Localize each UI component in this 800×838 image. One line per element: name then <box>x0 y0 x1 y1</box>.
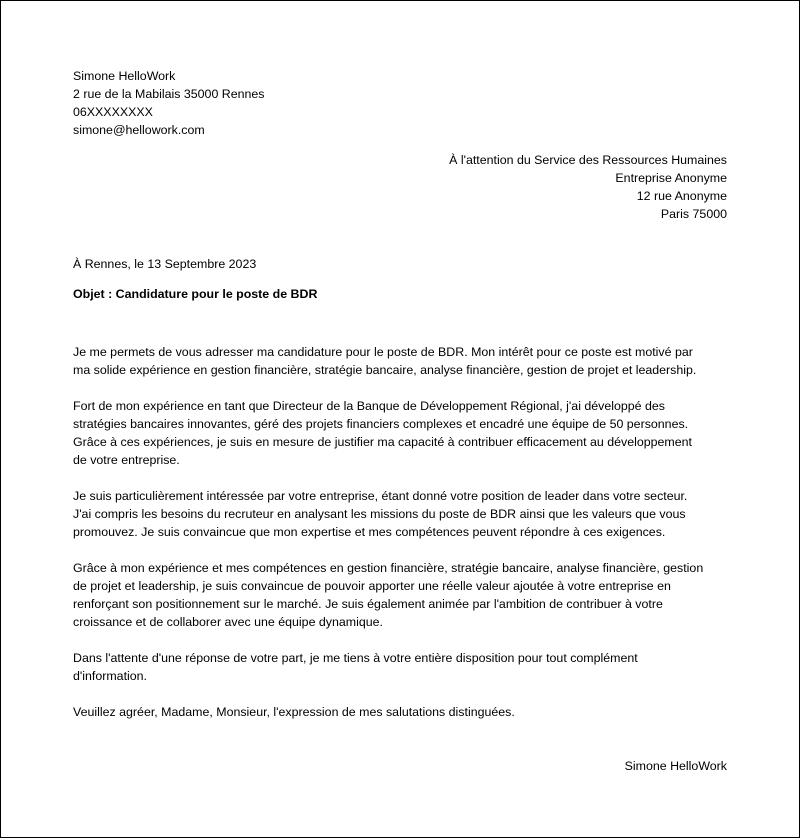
recipient-street: 12 rue Anonyme <box>636 189 727 203</box>
paragraph <box>73 649 733 685</box>
paragraph <box>73 703 733 721</box>
paragraph-line: d'information. <box>73 669 147 683</box>
sender-email: simone@hellowork.com <box>73 123 205 137</box>
recipient-city: Paris 75000 <box>660 207 727 221</box>
recipient-attention: À l'attention du Service des Ressources Humaines <box>449 153 727 167</box>
paragraph-line: Grâce à ces expériences, je suis en mesure de justifier ma capacité à contribuer efficacement au développement <box>73 435 692 449</box>
sender-name: Simone HelloWork <box>73 69 176 83</box>
paragraph-line: Je suis particulièrement intéressée par votre entreprise, étant donné votre position de leader dans votre secteur. <box>73 489 688 503</box>
paragraph-line: de votre entreprise. <box>73 453 180 467</box>
paragraph-line: stratégies bancaires innovantes, géré des projets financiers complexes et encadré une équipe de 50 personnes. <box>73 417 689 431</box>
recipient-company: Entreprise Anonyme <box>615 171 727 185</box>
signature: Simone HelloWork <box>624 759 727 773</box>
sender-address: 2 rue de la Mabilais 35000 Rennes <box>73 87 265 101</box>
paragraph-line: Je me permets de vous adresser ma candidature pour le poste de BDR. Mon intérêt pour ce poste est motivé par <box>73 345 693 359</box>
paragraph-line: ma solide expérience en gestion financière, stratégie bancaire, analyse financière, gestion de projet et leadership. <box>73 363 697 377</box>
paragraph <box>73 487 733 541</box>
paragraph <box>73 343 733 379</box>
paragraph-line: promouvez. Je suis convaincue que mon expertise et mes compétences peuvent répondre à ces exigences. <box>73 525 666 539</box>
paragraph-line: croissance et de collaborer avec une équipe dynamique. <box>73 615 383 629</box>
sender-block <box>73 67 473 139</box>
paragraph-line: J'ai compris les besoins du recruteur en analysant les missions du poste de BDR ainsi que les valeurs que vous <box>73 507 686 521</box>
paragraph <box>73 559 733 631</box>
letter-date: À Rennes, le 13 Septembre 2023 <box>73 257 257 271</box>
recipient-block <box>227 151 727 223</box>
paragraph <box>73 397 733 469</box>
paragraph-line: Veuillez agréer, Madame, Monsieur, l'expression de mes salutations distinguées. <box>73 705 515 719</box>
paragraph-line: renforçant son positionnement sur le marché. Je suis également animée par l'ambition de contribuer à votre <box>73 597 663 611</box>
letter-body <box>73 343 733 739</box>
paragraph-line: de projet et leadership, je suis convaincue de pouvoir apporter une réelle valeur ajoutée à votre entreprise en <box>73 579 671 593</box>
paragraph-line: Fort de mon expérience en tant que Directeur de la Banque de Développement Régional, j'ai développé des <box>73 399 665 413</box>
paragraph-line: Grâce à mon expérience et mes compétences en gestion financière, stratégie bancaire, analyse financière, gestion <box>73 561 704 575</box>
paragraph-line: Dans l'attente d'une réponse de votre part, je me tiens à votre entière disposition pour tout complément <box>73 651 638 665</box>
sender-phone: 06XXXXXXXX <box>73 105 153 119</box>
letter-subject: Objet : Candidature pour le poste de BDR <box>73 287 318 301</box>
